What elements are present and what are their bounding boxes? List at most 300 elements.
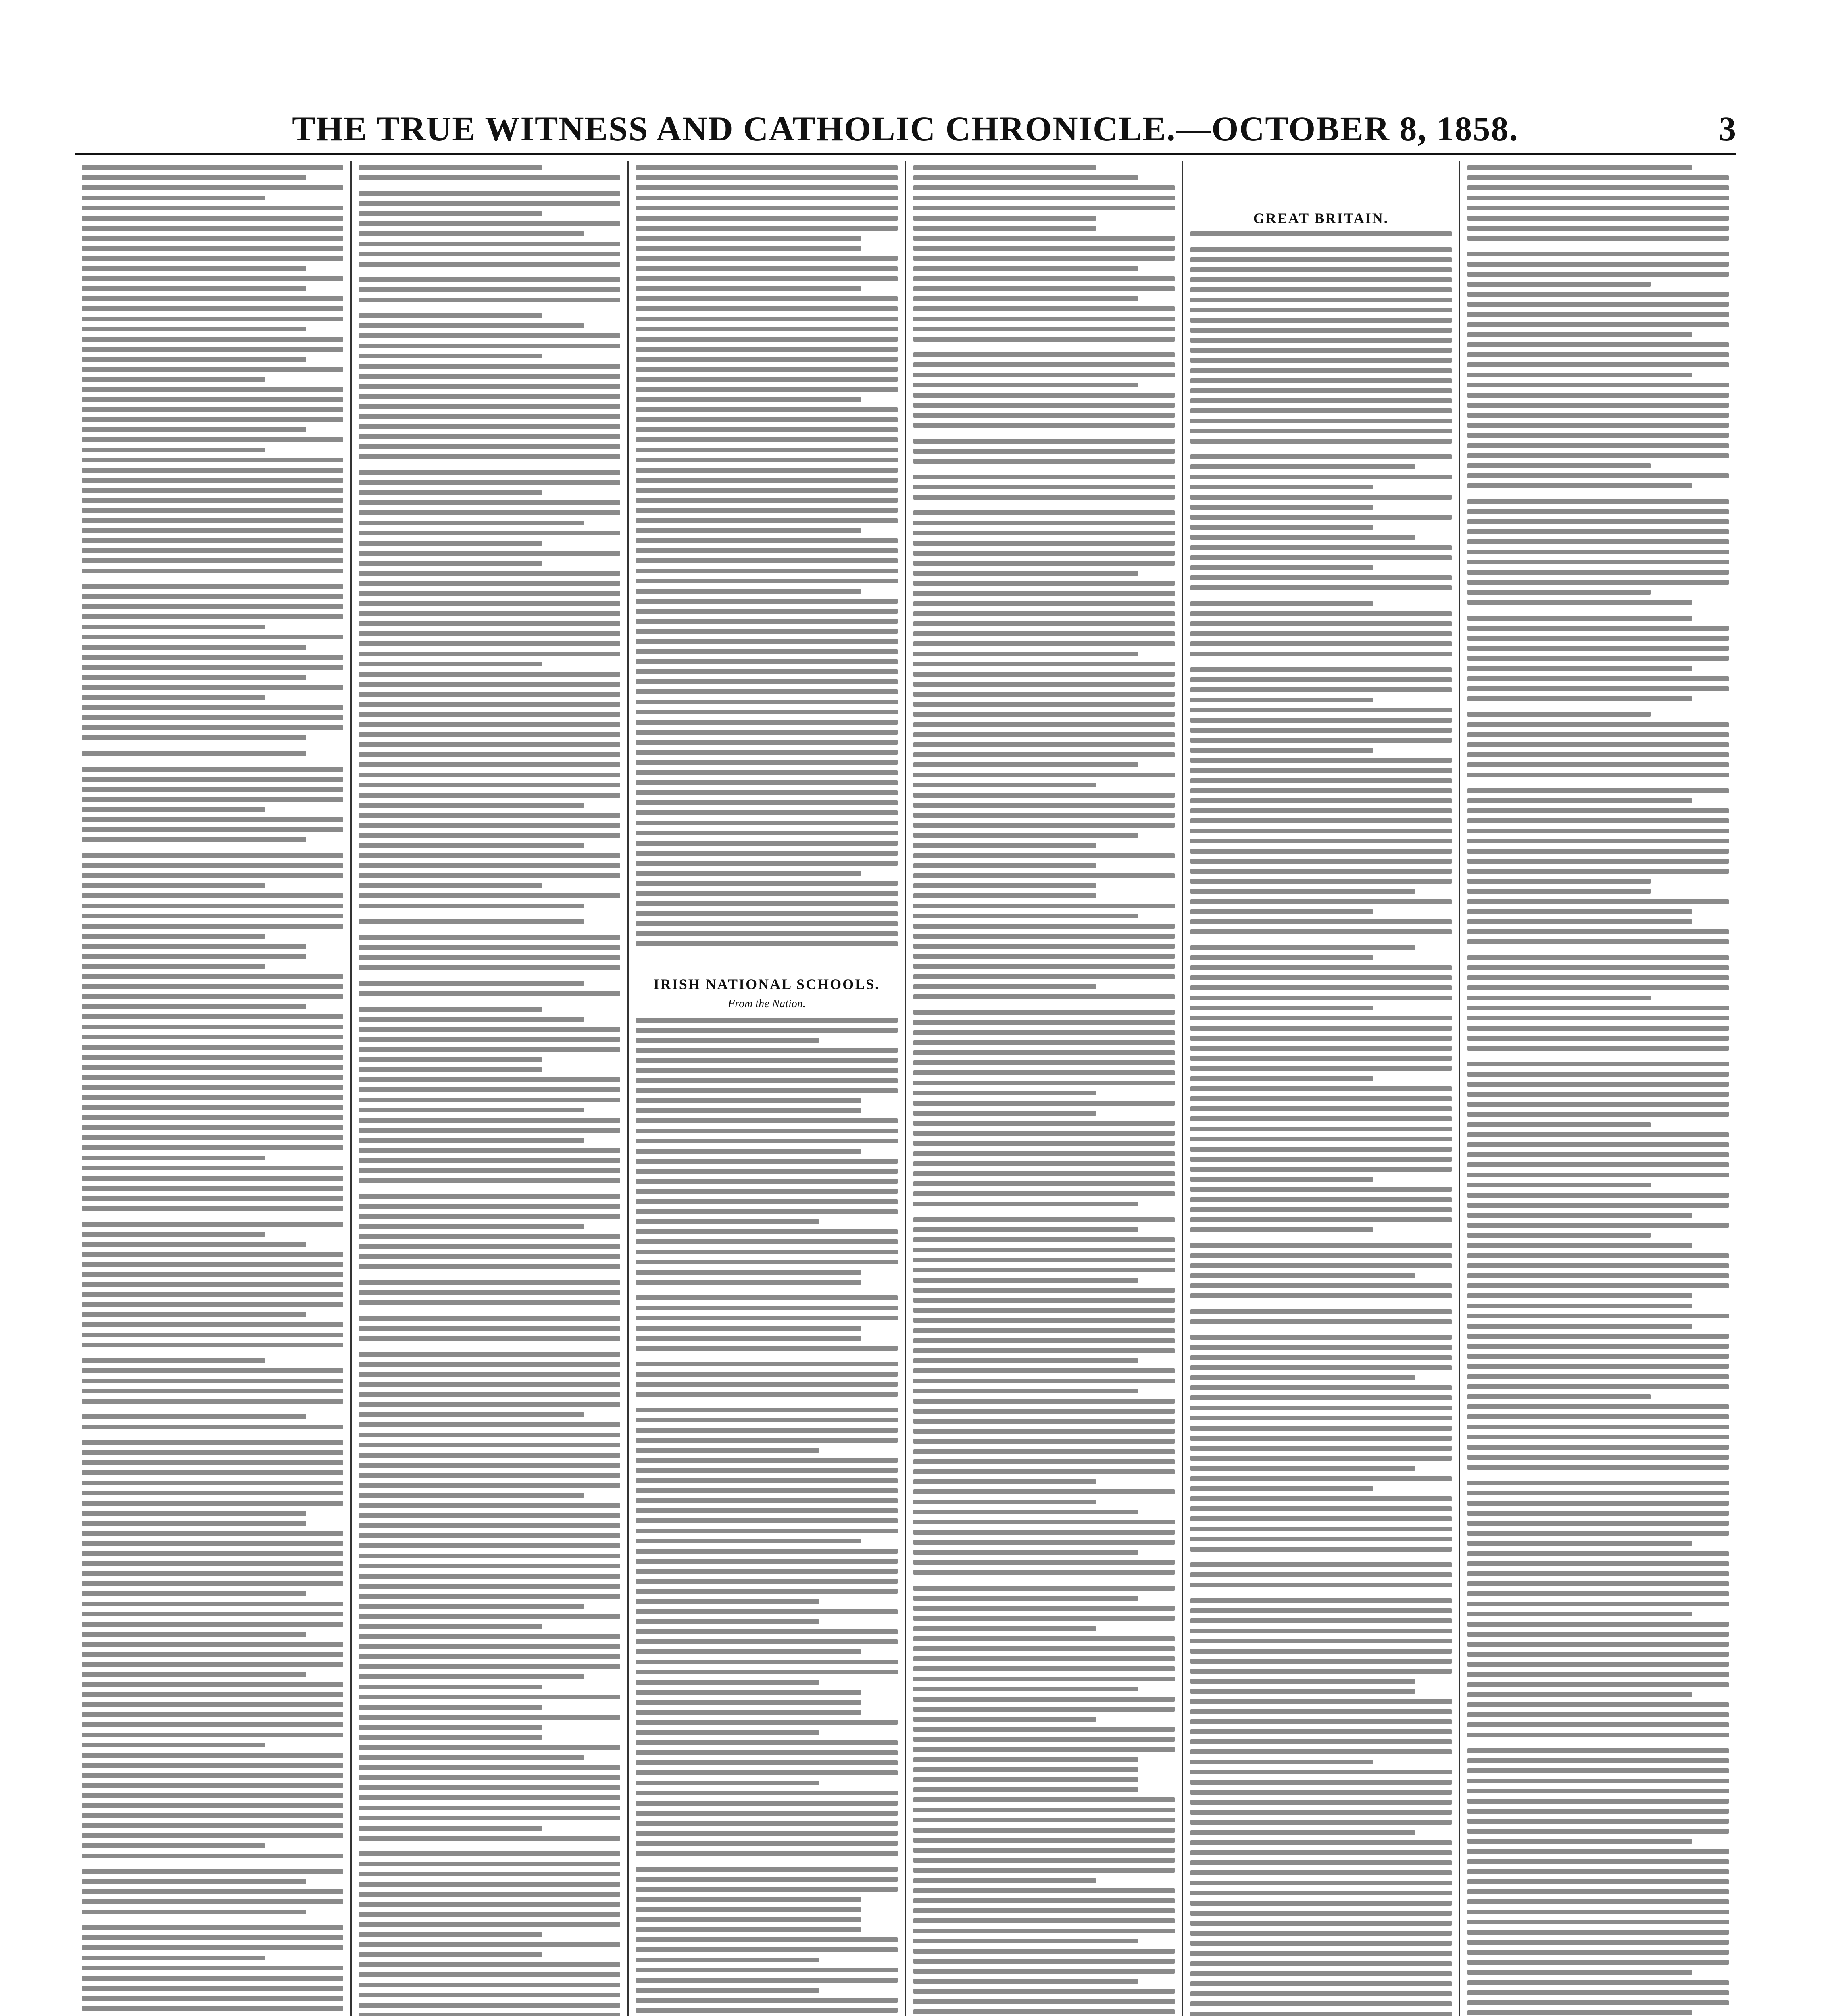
text-line <box>359 762 620 767</box>
text-line <box>1467 985 1729 990</box>
paragraph-gap <box>359 185 620 191</box>
text-line <box>359 1725 542 1730</box>
text-line <box>359 1352 620 1357</box>
text-line <box>913 1439 1175 1444</box>
text-line <box>913 863 1096 868</box>
text-line <box>359 965 620 970</box>
text-line <box>1467 1455 1729 1460</box>
text-line <box>1467 175 1729 180</box>
text-line <box>82 1753 343 1758</box>
text-line <box>359 1392 620 1397</box>
text-line <box>359 1412 584 1417</box>
text-line <box>1467 1481 1729 1485</box>
text-line <box>1190 1406 1452 1410</box>
text-line <box>359 1644 620 1649</box>
text-line <box>359 211 542 216</box>
text-line <box>913 591 1175 596</box>
text-line <box>913 601 1175 606</box>
text-line <box>1190 585 1452 590</box>
text-line <box>913 1666 1175 1671</box>
text-line <box>636 1382 897 1387</box>
text-line <box>82 1511 306 1516</box>
text-line <box>913 662 1175 666</box>
text-line <box>913 373 1175 377</box>
text-line <box>913 1268 1175 1272</box>
text-line <box>1190 1598 1452 1603</box>
text-line <box>636 1219 819 1224</box>
text-line <box>636 1937 897 1942</box>
text-line <box>1190 1426 1452 1431</box>
text-line <box>359 480 620 485</box>
text-line <box>636 831 897 835</box>
text-line <box>1190 1941 1452 1946</box>
text-line <box>1467 1253 1729 1258</box>
text-line <box>82 196 265 200</box>
text-line <box>1467 1571 1729 1576</box>
text-line <box>636 1169 897 1174</box>
text-line <box>913 641 1175 646</box>
text-line <box>1190 1669 1452 1674</box>
text-line <box>82 1333 343 1337</box>
text-line <box>359 414 620 419</box>
text-line <box>636 901 897 906</box>
text-line <box>1190 398 1452 403</box>
text-line <box>636 1750 897 1755</box>
text-line <box>1190 1608 1452 1613</box>
text-line <box>636 629 897 634</box>
text-line <box>1467 332 1692 337</box>
text-line <box>913 1121 1175 1126</box>
text-line <box>359 793 620 798</box>
text-line <box>82 1085 343 1090</box>
text-line <box>1467 1501 1729 1506</box>
text-line <box>1467 1652 1729 1657</box>
text-line <box>636 750 897 755</box>
text-line <box>913 1419 1175 1424</box>
text-line <box>359 1775 620 1780</box>
text-line <box>636 1139 897 1143</box>
text-line <box>913 1449 1175 1454</box>
text-line <box>913 1161 1175 1166</box>
text-line <box>1467 1980 1729 1985</box>
text-line <box>82 488 343 493</box>
text-line <box>1190 1649 1452 1654</box>
text-line <box>636 1038 819 1043</box>
text-line <box>1190 601 1374 606</box>
text-line <box>1467 590 1651 595</box>
text-line <box>913 843 1096 848</box>
text-line <box>1467 509 1729 514</box>
text-line <box>913 1656 1175 1661</box>
text-line <box>1467 1491 1729 1495</box>
text-line <box>1190 485 1374 489</box>
paragraph-gap <box>913 1212 1175 1217</box>
text-line <box>1467 1364 1729 1369</box>
text-line <box>1467 1132 1729 1137</box>
text-line <box>913 1479 1096 1484</box>
text-line <box>359 621 620 626</box>
text-line <box>1467 1394 1651 1399</box>
text-line <box>1190 955 1374 960</box>
text-line <box>636 861 897 866</box>
paragraph-gap <box>359 308 620 313</box>
text-line <box>636 1209 897 1214</box>
text-line <box>1467 433 1729 438</box>
text-line <box>913 1318 1175 1323</box>
text-line <box>913 702 1175 707</box>
text-line <box>359 1892 620 1897</box>
text-line <box>636 448 897 452</box>
text-line <box>82 635 343 639</box>
text-line <box>636 1851 897 1856</box>
text-line <box>1467 869 1729 874</box>
text-line <box>82 317 343 321</box>
text-line <box>359 641 620 646</box>
text-line <box>913 1586 1175 1591</box>
text-line <box>359 1382 620 1387</box>
paragraph-gap <box>913 1004 1175 1010</box>
text-line <box>82 827 343 832</box>
text-line <box>1467 322 1729 327</box>
text-line <box>913 1328 1175 1333</box>
text-line <box>82 397 343 402</box>
text-line <box>359 1826 542 1831</box>
text-line <box>82 1262 343 1267</box>
text-line <box>82 934 265 939</box>
text-line <box>636 397 861 402</box>
text-line <box>359 298 620 302</box>
text-line <box>913 1848 1175 1853</box>
text-line <box>636 609 897 614</box>
text-line <box>359 2003 620 2008</box>
text-line <box>82 1055 343 1060</box>
text-line <box>359 1785 620 1790</box>
text-line <box>913 352 1175 357</box>
text-line <box>1190 1076 1374 1081</box>
text-line <box>359 1148 620 1153</box>
text-line <box>1190 1901 1452 1906</box>
text-line <box>1190 2001 1452 2006</box>
paragraph-gap <box>1190 596 1452 601</box>
text-line <box>359 1194 620 1199</box>
text-line <box>1467 1910 1729 1914</box>
text-line <box>359 904 584 908</box>
text-line <box>359 1715 620 1720</box>
text-line <box>82 1879 306 1884</box>
text-line <box>359 742 620 747</box>
text-line <box>636 1129 897 1133</box>
text-line <box>1467 849 1729 854</box>
text-line <box>359 231 584 236</box>
text-line <box>1190 849 1452 854</box>
text-line <box>1190 1527 1452 1531</box>
text-line <box>636 1058 897 1063</box>
text-line <box>1467 453 1729 458</box>
text-line <box>1190 1066 1452 1071</box>
text-line <box>1467 919 1692 924</box>
text-line <box>913 1368 1175 1373</box>
column-text-lines <box>359 165 620 2016</box>
text-line <box>82 256 343 261</box>
text-line <box>82 1368 343 1373</box>
text-line <box>636 1098 861 1103</box>
paragraph-gap <box>359 1310 620 1316</box>
text-line <box>359 1290 620 1295</box>
text-line <box>913 1636 1175 1641</box>
text-line <box>1467 262 1729 267</box>
text-line <box>636 1760 897 1765</box>
text-line <box>636 296 897 301</box>
text-line <box>1190 267 1452 272</box>
text-line <box>359 883 542 888</box>
text-line <box>913 611 1175 616</box>
text-line <box>1467 1354 1729 1359</box>
text-line <box>636 921 897 926</box>
text-line <box>1467 1581 1729 1586</box>
text-line <box>1190 535 1415 540</box>
text-line <box>636 377 897 382</box>
text-line <box>1467 676 1729 681</box>
text-line <box>82 1292 343 1297</box>
text-line <box>82 817 343 822</box>
text-line <box>1190 869 1452 874</box>
text-line <box>359 783 620 787</box>
text-line <box>82 1004 306 1009</box>
text-line <box>359 1614 620 1619</box>
text-line <box>359 712 620 717</box>
text-line <box>913 984 1096 989</box>
text-line <box>359 1765 620 1770</box>
text-line <box>82 1722 343 1727</box>
text-line <box>1467 393 1729 398</box>
text-line <box>1190 859 1452 864</box>
text-line <box>1467 1243 1692 1248</box>
text-line <box>913 1070 1175 1075</box>
text-line <box>1190 728 1452 733</box>
text-line <box>913 403 1175 408</box>
text-line <box>913 383 1138 387</box>
text-line <box>1190 879 1452 884</box>
text-line <box>359 1047 620 1052</box>
column-4 <box>906 161 1183 2016</box>
text-line <box>913 1040 1175 1045</box>
text-line <box>1190 348 1452 353</box>
text-line <box>636 669 897 674</box>
text-line <box>1190 996 1452 1000</box>
text-line <box>82 1733 343 1737</box>
text-line <box>1190 1572 1452 1577</box>
text-line <box>913 904 1175 908</box>
text-line <box>636 1649 861 1654</box>
text-line <box>1190 429 1452 433</box>
text-line <box>1190 565 1374 570</box>
text-line <box>636 478 897 483</box>
text-line <box>359 803 584 808</box>
text-line <box>636 659 897 664</box>
text-line <box>636 357 897 362</box>
text-line <box>636 1958 819 1962</box>
text-line <box>1467 216 1729 221</box>
text-line <box>1190 667 1452 672</box>
text-line <box>636 760 897 765</box>
text-line <box>1190 1840 1452 1845</box>
text-line <box>1190 1961 1452 1966</box>
text-line <box>359 1942 620 1947</box>
text-line <box>1467 1142 1729 1147</box>
text-line <box>1190 515 1452 520</box>
text-line <box>359 1745 620 1750</box>
text-line <box>1190 919 1452 924</box>
text-line <box>359 1654 620 1659</box>
text-line <box>82 1414 306 1419</box>
text-line <box>359 991 620 996</box>
text-line <box>913 1081 1175 1085</box>
text-line <box>913 1389 1138 1393</box>
text-line <box>82 1491 343 1495</box>
text-line <box>1190 1820 1452 1825</box>
text-line <box>82 1662 343 1667</box>
text-line <box>82 185 343 190</box>
text-line <box>636 1639 897 1644</box>
text-line <box>1190 1971 1452 1976</box>
text-line <box>359 344 620 348</box>
text-line <box>913 1959 1175 1964</box>
text-line <box>913 954 1175 959</box>
text-line <box>359 1664 620 1669</box>
text-line <box>1467 965 1729 970</box>
text-line <box>82 1692 343 1697</box>
text-line <box>359 843 584 848</box>
text-line <box>359 722 620 727</box>
text-line <box>913 413 1175 418</box>
text-line <box>82 807 265 812</box>
text-line <box>359 1816 620 1820</box>
text-line <box>913 276 1175 281</box>
text-line <box>1467 1722 1729 1727</box>
text-line <box>913 732 1175 737</box>
text-line <box>1190 328 1452 333</box>
text-line <box>359 323 584 328</box>
paragraph-gap <box>82 746 343 751</box>
text-line <box>82 246 343 251</box>
text-line <box>1467 580 1729 585</box>
text-line <box>913 994 1175 999</box>
text-line <box>82 675 306 680</box>
text-line <box>82 1399 343 1404</box>
text-line <box>636 1770 897 1775</box>
text-line <box>1190 808 1452 813</box>
great-britain-heading: GREAT BRITAIN. <box>1253 210 1389 226</box>
text-line <box>913 551 1175 556</box>
text-line <box>913 1888 1175 1893</box>
text-line <box>359 1234 620 1239</box>
text-line <box>913 893 1096 898</box>
text-line <box>1467 1162 1729 1167</box>
text-line <box>913 459 1175 464</box>
text-line <box>1467 1889 1729 1894</box>
text-line <box>1190 408 1452 413</box>
text-line <box>82 417 343 422</box>
text-line <box>636 1149 861 1154</box>
text-line <box>1467 1839 1692 1844</box>
text-line <box>636 1295 897 1300</box>
text-line <box>913 1858 1175 1863</box>
text-line <box>636 1270 861 1275</box>
text-line <box>636 1887 897 1892</box>
text-line <box>1467 686 1729 691</box>
text-line <box>82 538 343 543</box>
text-line <box>636 1478 897 1483</box>
text-line <box>913 813 1175 818</box>
text-line <box>1190 839 1452 843</box>
text-line <box>82 715 343 720</box>
text-line <box>359 702 620 707</box>
text-line <box>636 1619 819 1624</box>
text-line <box>82 1105 343 1110</box>
text-line <box>913 1697 1175 1702</box>
text-line <box>1190 1547 1452 1552</box>
text-line <box>636 1280 861 1285</box>
text-line <box>359 1336 620 1341</box>
text-line <box>82 787 343 792</box>
paragraph-gap <box>359 464 620 470</box>
text-line <box>636 185 897 190</box>
text-line <box>1467 1445 1729 1450</box>
text-line <box>359 732 620 737</box>
text-line <box>1467 1602 1729 1606</box>
text-line <box>359 404 620 409</box>
text-line <box>1467 955 1729 960</box>
text-line <box>913 1918 1175 1923</box>
text-line <box>82 1166 343 1170</box>
text-line <box>82 387 343 392</box>
text-line <box>359 1523 620 1528</box>
text-line <box>82 1833 343 1838</box>
text-line <box>82 1521 306 1526</box>
text-line <box>359 313 542 318</box>
text-line <box>82 954 306 959</box>
text-line <box>1190 1375 1415 1380</box>
text-line <box>82 777 343 782</box>
text-line <box>359 833 620 838</box>
text-line <box>1190 439 1452 444</box>
text-line <box>82 1571 343 1576</box>
text-line <box>1467 362 1729 367</box>
text-line <box>359 1067 542 1072</box>
text-line <box>636 1048 897 1053</box>
column-2 <box>352 161 629 2016</box>
text-line <box>359 1178 620 1183</box>
paragraph-gap <box>1467 1056 1729 1062</box>
text-line <box>1190 388 1452 393</box>
text-line <box>359 1326 620 1331</box>
text-line <box>1467 1748 1729 1753</box>
text-line <box>1467 1072 1729 1077</box>
text-line <box>1190 1365 1452 1370</box>
text-line <box>636 1917 861 1922</box>
text-line <box>1190 1699 1452 1704</box>
text-line <box>913 1677 1175 1681</box>
text-line <box>636 337 897 342</box>
column-text-lines <box>636 165 897 952</box>
text-line <box>359 1372 620 1377</box>
text-line <box>82 984 343 989</box>
text-line <box>359 1433 620 1437</box>
text-line <box>1467 1692 1692 1697</box>
text-line <box>913 1898 1175 1903</box>
text-line <box>913 439 1175 444</box>
text-line <box>636 1458 897 1463</box>
